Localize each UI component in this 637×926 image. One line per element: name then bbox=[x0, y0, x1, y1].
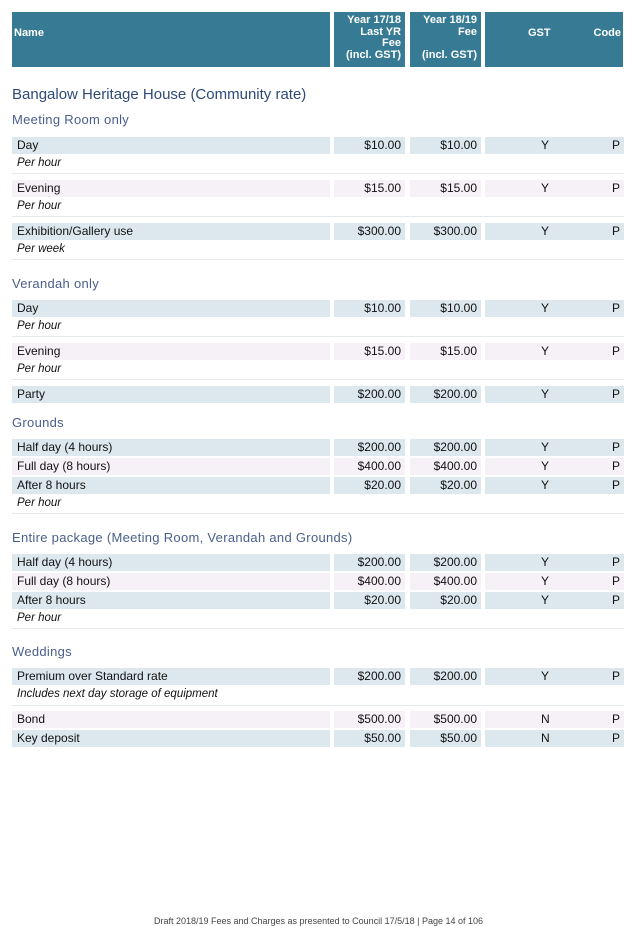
row-divider bbox=[12, 173, 624, 174]
row-code: P bbox=[611, 301, 620, 315]
table-row bbox=[12, 458, 624, 475]
table-row bbox=[12, 300, 624, 317]
section-meeting-room: Meeting Room only bbox=[12, 112, 130, 127]
row-code: P bbox=[611, 459, 620, 473]
row-fee-1718: $400.00 bbox=[334, 458, 405, 475]
header-fee17-line: (incl. GST) bbox=[346, 48, 401, 61]
row-name: Half day (4 hours) bbox=[12, 439, 330, 456]
row-code: P bbox=[611, 669, 620, 683]
row-divider bbox=[12, 216, 624, 217]
row-fee-1819: $15.00 bbox=[410, 343, 481, 360]
row-gst: Y bbox=[541, 459, 550, 473]
row-fee-1718: $200.00 bbox=[334, 386, 405, 403]
row-code: P bbox=[611, 344, 620, 358]
row-name: Premium over Standard rate bbox=[12, 668, 330, 685]
row-code: P bbox=[611, 387, 620, 401]
row-fee-1819: $200.00 bbox=[410, 554, 481, 571]
header-fee18-line: (incl. GST) bbox=[422, 48, 477, 61]
row-code: P bbox=[611, 731, 620, 745]
row-code: P bbox=[611, 555, 620, 569]
header-fee18-line: Fee bbox=[458, 25, 477, 38]
row-fee-1819: $10.00 bbox=[410, 300, 481, 317]
row-fee-1718: $15.00 bbox=[334, 343, 405, 360]
row-name: Key deposit bbox=[12, 730, 330, 747]
table-row bbox=[12, 137, 624, 154]
row-note: Per hour bbox=[17, 612, 62, 624]
row-gst: Y bbox=[541, 593, 550, 607]
table-row bbox=[12, 668, 624, 685]
row-note: Per hour bbox=[17, 497, 62, 509]
row-name: Full day (8 hours) bbox=[12, 458, 330, 475]
header-name-label: Name bbox=[14, 27, 44, 39]
row-code: P bbox=[611, 712, 620, 726]
table-row bbox=[12, 573, 624, 590]
row-gst: Y bbox=[541, 138, 550, 152]
row-gst: N bbox=[541, 712, 550, 726]
row-gst: N bbox=[541, 731, 550, 745]
row-name: Half day (4 hours) bbox=[12, 554, 330, 571]
header-fee17-line: Fee bbox=[382, 37, 401, 49]
row-gst: Y bbox=[541, 387, 550, 401]
row-code: P bbox=[611, 224, 620, 238]
row-divider bbox=[12, 513, 624, 514]
row-gst: Y bbox=[541, 344, 550, 358]
header-fee17-line: Last YR bbox=[360, 25, 401, 38]
table-row bbox=[12, 223, 624, 240]
row-fee-1819: $400.00 bbox=[410, 573, 481, 590]
table-row bbox=[12, 343, 624, 360]
row-fee-1718: $200.00 bbox=[334, 439, 405, 456]
row-divider bbox=[12, 705, 624, 706]
header-fee18-line: Year 18/19 bbox=[423, 14, 477, 26]
row-fee-1819: $15.00 bbox=[410, 180, 481, 197]
row-name: Party bbox=[12, 386, 330, 403]
header-gst-label: GST bbox=[528, 27, 551, 39]
header-fee-1718-column bbox=[334, 12, 405, 67]
row-name: Full day (8 hours) bbox=[12, 573, 330, 590]
table-row bbox=[12, 386, 624, 403]
row-fee-1718: $15.00 bbox=[334, 180, 405, 197]
row-divider bbox=[12, 628, 624, 629]
row-fee-1819: $200.00 bbox=[410, 439, 481, 456]
header-fee17-line: Year 17/18 bbox=[347, 14, 401, 26]
row-note: Includes next day storage of equipment bbox=[17, 688, 218, 700]
row-fee-1718: $500.00 bbox=[334, 711, 405, 728]
row-gst: Y bbox=[541, 301, 550, 315]
row-code: P bbox=[611, 181, 620, 195]
row-gst: Y bbox=[541, 440, 550, 454]
row-fee-1718: $50.00 bbox=[334, 730, 405, 747]
row-name: Day bbox=[12, 137, 330, 154]
row-code: P bbox=[611, 478, 620, 492]
table-row bbox=[12, 730, 624, 747]
row-gst: Y bbox=[541, 669, 550, 683]
row-note: Per hour bbox=[17, 200, 62, 212]
header-code-label: Code bbox=[593, 27, 621, 39]
row-note: Per week bbox=[17, 243, 65, 255]
row-code: P bbox=[611, 593, 620, 607]
row-fee-1819: $200.00 bbox=[410, 386, 481, 403]
row-name: Exhibition/Gallery use bbox=[12, 223, 330, 240]
row-name: After 8 hours bbox=[12, 592, 330, 609]
section-weddings: Weddings bbox=[12, 644, 72, 659]
table-row bbox=[12, 477, 624, 494]
row-note: Per hour bbox=[17, 320, 62, 332]
row-fee-1819: $20.00 bbox=[410, 592, 481, 609]
row-gst: Y bbox=[541, 224, 550, 238]
page-title: Bangalow Heritage House (Community rate) bbox=[12, 86, 307, 103]
row-gst: Y bbox=[541, 574, 550, 588]
row-fee-1718: $10.00 bbox=[334, 137, 405, 154]
row-fee-1718: $20.00 bbox=[334, 477, 405, 494]
row-gst: Y bbox=[541, 181, 550, 195]
row-name: Evening bbox=[12, 343, 330, 360]
header-fee-1819-column bbox=[410, 12, 481, 67]
row-gst: Y bbox=[541, 478, 550, 492]
row-name: After 8 hours bbox=[12, 477, 330, 494]
row-divider bbox=[12, 336, 624, 337]
header-gst-code-column bbox=[485, 12, 623, 67]
row-note: Per hour bbox=[17, 157, 62, 169]
row-fee-1819: $400.00 bbox=[410, 458, 481, 475]
page-footer: Draft 2018/19 Fees and Charges as presented to Council 17/5/18 | Page 14 of 106 bbox=[153, 916, 484, 926]
row-divider bbox=[12, 259, 624, 260]
row-fee-1718: $400.00 bbox=[334, 573, 405, 590]
row-fee-1718: $200.00 bbox=[334, 668, 405, 685]
table-row bbox=[12, 439, 624, 456]
row-code: P bbox=[611, 574, 620, 588]
row-fee-1819: $200.00 bbox=[410, 668, 481, 685]
header-name-column bbox=[12, 12, 330, 67]
row-name: Day bbox=[12, 300, 330, 317]
row-fee-1819: $300.00 bbox=[410, 223, 481, 240]
row-fee-1718: $300.00 bbox=[334, 223, 405, 240]
row-code: P bbox=[611, 440, 620, 454]
row-divider bbox=[12, 379, 624, 380]
row-fee-1819: $10.00 bbox=[410, 137, 481, 154]
row-name: Evening bbox=[12, 180, 330, 197]
row-fee-1819: $500.00 bbox=[410, 711, 481, 728]
row-name: Bond bbox=[12, 711, 330, 728]
table-row bbox=[12, 180, 624, 197]
row-fee-1819: $20.00 bbox=[410, 477, 481, 494]
table-row bbox=[12, 711, 624, 728]
section-entire-package: Entire package (Meeting Room, Verandah and Grounds) bbox=[12, 530, 353, 545]
row-fee-1718: $20.00 bbox=[334, 592, 405, 609]
row-fee-1718: $200.00 bbox=[334, 554, 405, 571]
row-note: Per hour bbox=[17, 363, 62, 375]
section-verandah: Verandah only bbox=[12, 276, 100, 291]
row-code: P bbox=[611, 138, 620, 152]
table-row bbox=[12, 554, 624, 571]
section-grounds: Grounds bbox=[12, 415, 64, 430]
row-fee-1819: $50.00 bbox=[410, 730, 481, 747]
table-row bbox=[12, 592, 624, 609]
row-gst: Y bbox=[541, 555, 550, 569]
row-fee-1718: $10.00 bbox=[334, 300, 405, 317]
